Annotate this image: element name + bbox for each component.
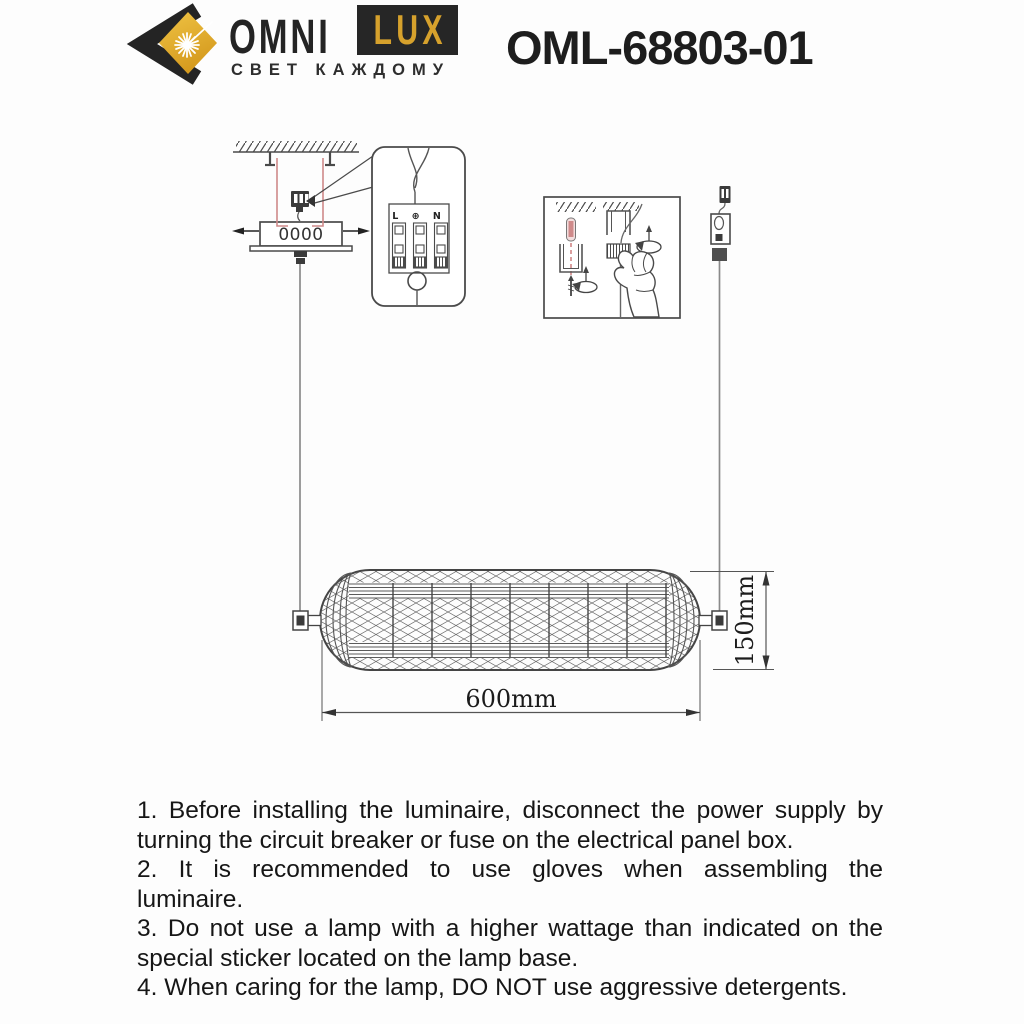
canopy-code-label: 0000	[278, 225, 324, 245]
step2-ceiling-hatch	[603, 202, 639, 211]
wiring-callout	[372, 147, 465, 306]
ceiling-hatch	[236, 141, 357, 152]
instructions-block	[137, 796, 883, 1003]
cord-lock	[711, 214, 730, 244]
instruction-line: 3. Do not use a lamp with a higher wattage than indicated on the	[137, 915, 883, 942]
right-end-fitting	[699, 611, 727, 630]
instruction-line: 1. Before installing the luminaire, disconnect the power supply by	[137, 797, 883, 824]
brand-omni-text: OMNI	[229, 11, 331, 64]
instruction-line: luminaire.	[137, 885, 244, 913]
instruction-line: 2. It is recommended to use gloves when assembling the	[137, 856, 883, 883]
left-end-fitting	[293, 611, 321, 630]
terminal-connector-block	[291, 191, 309, 221]
dim-height-label: 150mm	[731, 574, 759, 667]
brand-lux-text: LUX	[372, 6, 447, 53]
instruction-line: special sticker located on the lamp base.	[137, 944, 579, 972]
brand-tagline: СВЕТ КАЖДОМУ	[231, 61, 450, 79]
mounting-screws	[265, 152, 335, 166]
cord-adjuster-detail	[711, 186, 731, 613]
cable-bead	[712, 248, 727, 261]
instruction-line: 4. When caring for the lamp, DO NOT use aggressive detergents.	[137, 974, 848, 1001]
terminal-labels: L ⊕ N	[392, 211, 446, 222]
model-number: OML-68803-01	[506, 21, 813, 74]
instruction-line: turning the circuit breaker or fuse on the electrical panel box.	[137, 826, 794, 854]
terminal-cells	[393, 223, 448, 268]
anchor-bolt	[567, 218, 576, 241]
step1-ceiling-hatch	[556, 202, 596, 212]
mounting-steps-panel	[544, 197, 680, 318]
ceiling-mount-diagram	[232, 141, 370, 613]
callout-pointer	[306, 156, 373, 207]
dim-width-label: 600mm	[465, 685, 557, 713]
canopy-base-plate	[250, 246, 352, 251]
nut-fitting	[294, 251, 307, 264]
lamp-drawing	[293, 570, 727, 670]
cord-connector	[720, 186, 731, 203]
